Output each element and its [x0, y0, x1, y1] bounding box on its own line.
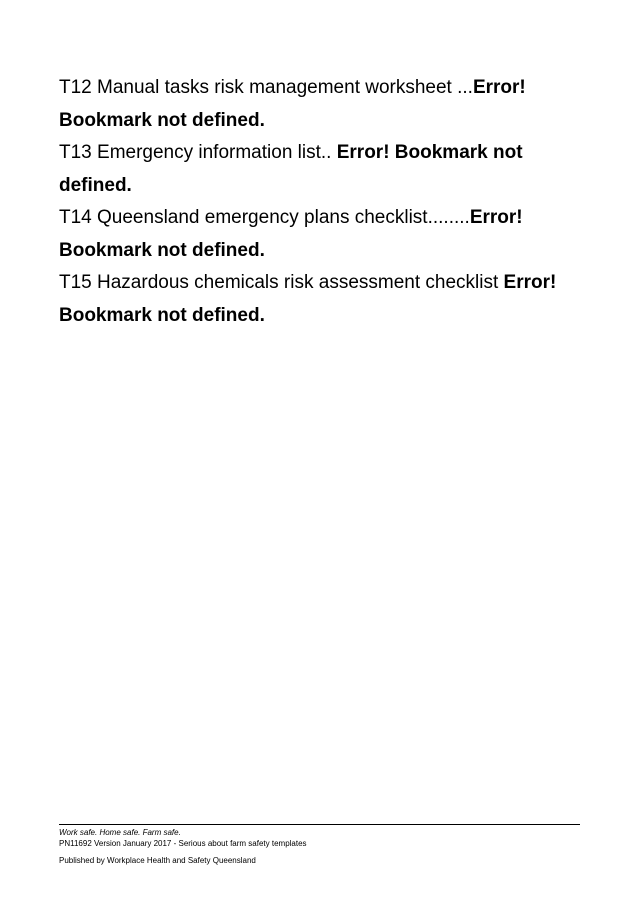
footer-slogan: Work safe. Home safe. Farm safe. [59, 828, 181, 837]
footer-version: PN11692 Version January 2017 - Serious about farm safety templates [59, 839, 307, 848]
toc-entry-title: T15 Hazardous chemicals risk assessment checklist [59, 272, 499, 293]
table-of-contents [59, 72, 589, 332]
footer-publisher: Published by Workplace Health and Safety Queensland [59, 856, 256, 865]
toc-entry-t12[interactable] [59, 72, 589, 137]
toc-entry-t13[interactable] [59, 137, 589, 202]
toc-entry-error: Error! Bookmark not defined. [59, 77, 526, 131]
toc-entry-error: Error! Bookmark not defined. [59, 142, 523, 196]
toc-entry-title: T12 Manual tasks risk management worksheet [59, 77, 452, 98]
toc-entry-t14[interactable] [59, 202, 589, 267]
toc-entry-title: T13 Emergency information list [59, 142, 321, 163]
toc-entry-t15[interactable] [59, 267, 589, 332]
toc-entry-error: Error! Bookmark not defined. [59, 272, 557, 326]
page-footer [59, 824, 580, 866]
toc-entry-leader: ........ [427, 207, 470, 228]
toc-entry-title: T14 Queensland emergency plans checklist [59, 207, 428, 228]
toc-entry-error: Error! Bookmark not defined. [59, 207, 523, 261]
toc-entry-leader: ... [451, 77, 473, 98]
toc-entry-leader: .. [320, 142, 337, 163]
